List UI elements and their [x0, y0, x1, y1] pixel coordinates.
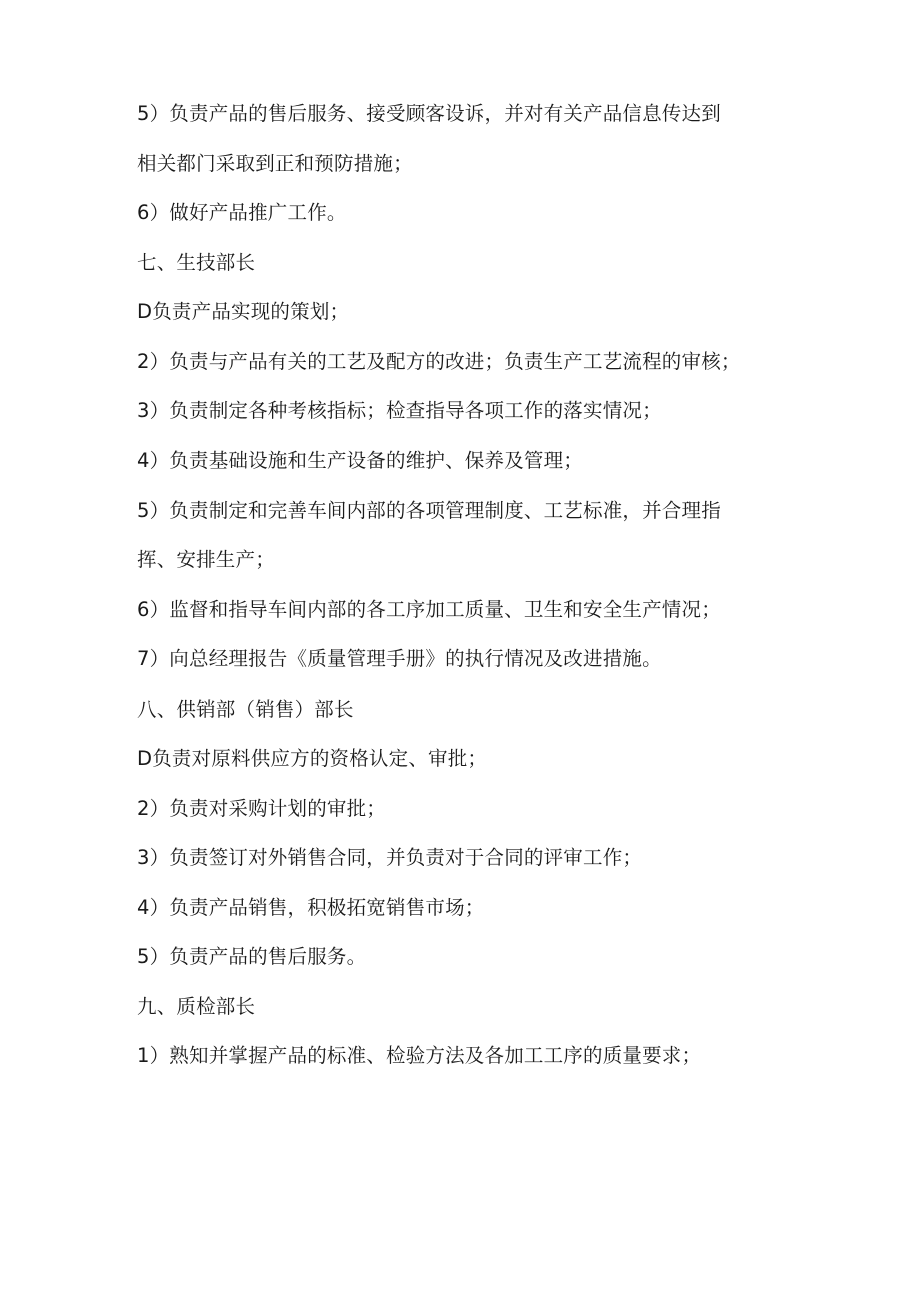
text-line: 5）负责产品的售后服务、接受顾客设诉，并对有关产品信息传达到	[137, 102, 721, 125]
text-line: 6）做好产品推广工作。	[137, 201, 347, 224]
text-line: 3）负责制定各种考核指标；检查指导各项工作的落实情况；	[137, 399, 662, 422]
text-line: 4）负责产品销售，积极拓宽销售市场；	[137, 896, 485, 919]
section-heading: 七、生技部长	[137, 251, 256, 274]
text-line: 1）熟知并掌握产品的标准、检验方法及各加工工序的质量要求；	[137, 1044, 702, 1067]
text-line: 5）负责产品的售后服务。	[137, 945, 367, 968]
text-line: 挥、安排生产；	[137, 548, 275, 571]
text-line: 4）负责基础设施和生产设备的维护、保养及管理；	[137, 449, 584, 472]
text-line: 2）负责与产品有关的工艺及配方的改进；负责生产工艺流程的审核；	[137, 350, 741, 373]
text-line: 5）负责制定和完善车间内部的各项管理制度、工艺标准，并合理指	[137, 499, 721, 522]
section-heading: 八、供销部（销售）部长	[137, 698, 354, 721]
text-line: D负责对原料供应方的资格认定、审批；	[137, 747, 488, 770]
section-heading: 九、质检部长	[137, 995, 256, 1018]
text-line: 6）监督和指导车间内部的各工序加工质量、卫生和安全生产情况；	[137, 598, 721, 621]
text-line: 3）负责签订对外销售合同，并负责对于合同的评审工作；	[137, 846, 643, 869]
text-line: 2）负责对采购计划的审批；	[137, 797, 387, 820]
text-line: 7）向总经理报告《质量管理手册》的执行情况及改进措施。	[137, 647, 662, 670]
text-line: 相关都门采取到正和预防措施；	[137, 152, 413, 175]
text-line: D负责产品实现的策划；	[137, 300, 350, 323]
